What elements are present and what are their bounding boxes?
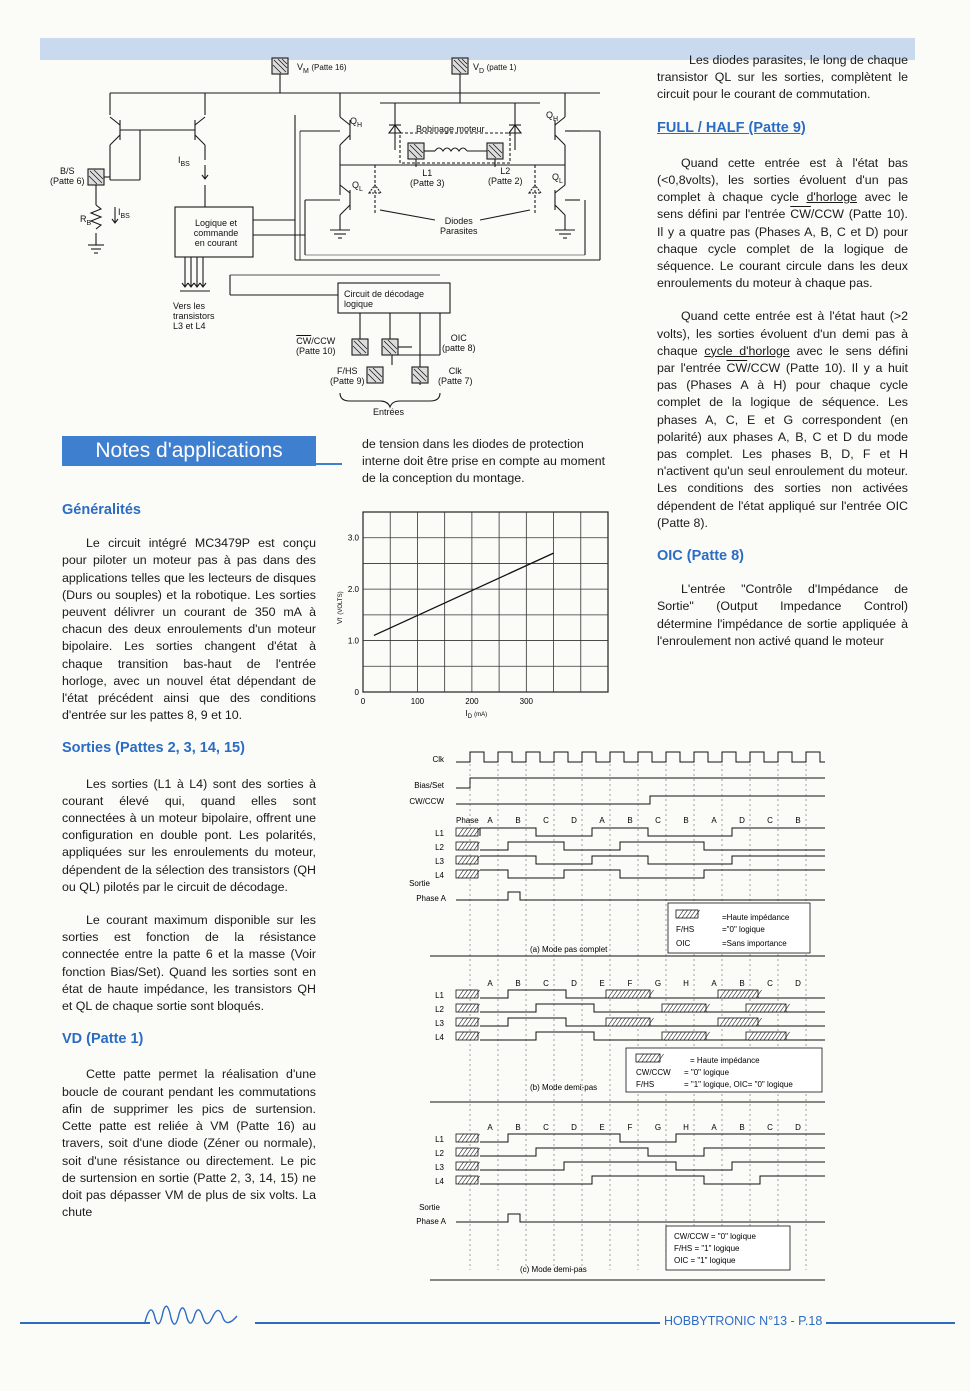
paragraph-sorties-1: Les sorties (L1 à L4) sont des sorties à courant élevé qui, quand elles sont connectées à un moteur bipolaire, offrent une configuration en double pont. Les polarités, appliquées sur les enroulements du moteur, dépendent de la sélection des transistors (QH ou QL) pilotés par le circuit de décodage. [62,776,316,894]
x-axis-label: $I_D$ $^{(mA)}$ [465,709,488,718]
section-title: Notes d'applications [62,436,316,466]
phase-a-label-a: Phase A [416,894,446,903]
output-waveform-a [480,842,825,850]
clk-label: Clk (Patte 7) [438,366,473,386]
half-phase-label-c: G [654,1123,662,1132]
l-label-a: L4 [435,871,444,880]
l-label-b: L4 [435,1033,444,1042]
half-phase-label-c: D [795,1123,801,1132]
vm-label: $V_M$ (Patte 16) [297,62,347,75]
full-phase-label: B [683,816,689,825]
diodes-label: Diodes Parasites [440,216,478,236]
output-waveform-a [480,870,825,878]
half-phase-label-b: G [654,979,662,988]
l1-label: L1 (Patte 3) [410,168,445,188]
half-phase-label-b: B [515,979,521,988]
half-phase-label-b: E [599,979,605,988]
phase-a-waveform-a [456,892,825,900]
ql-right-label: $Q_L$ [552,172,563,185]
legend-a-entry: ="0" logique [722,925,765,934]
l-label-b: L1 [435,991,444,1000]
output-waveform-c [480,1148,825,1156]
l-label-a: L3 [435,857,444,866]
x-axis-label-unit: (mA) [474,712,488,718]
half-phase-label-c: A [487,1123,493,1132]
clock-waveform [456,752,825,762]
half-phase-label-c: E [599,1123,605,1132]
full-phase-label: B [627,816,633,825]
full-phase-label: B [795,816,801,825]
half-phase-label-b: C [543,979,549,988]
y-axis-label-sub: f [338,617,344,620]
full-phase-label: A [487,816,493,825]
paragraph-sorties-2: Le courant maximum disponible sur les sorties est fonction de la résistance connectée entre la patte 6 et la masse (Voir fonction Bias/Set). Quand les sorties sont en état de haute impédance, les transistors QH et QL de chaque sortie sont bloqués. [62,913,316,1014]
half-phase-label-c: H [683,1123,689,1132]
bias-label: B/S (Patte 6) [50,166,85,186]
ibs2-label: $I_{BS}$ [118,207,130,220]
bobinage-label: Bobinage moteur [416,124,485,134]
ql-left-label: $Q_L$ [352,180,363,193]
legend-a-key: OIC [676,939,691,948]
half-phase-label-b: H [683,979,689,988]
half-phase-label-b: F [627,979,633,988]
legend-b-key: F/HS [636,1080,655,1089]
timing-diagrams [400,750,830,1285]
y-axis-label-unit: (VOLTS) [338,591,344,615]
paragraph-full-1: Quand cette entrée est à l'état bas (<0,8volts), les sorties évoluent d'un pas complet à chaque cycle d'horloge avec le sens défini par l'entrée $\overline{CW}$/CCW (Patte 10). Il y a quatre pas (Phases A, B, C et D) pour chaque cycle complet de la logique de séquence. Le courant circule dans les deux enroulements du moteur à chaque pas. [657,155,908,291]
output-waveform-a [480,856,825,864]
full-phase-label: D [571,816,577,825]
half-phase-label-c: B [739,1123,745,1132]
column-3 [657,52,908,666]
hatch-b-right [718,1018,758,1026]
rb-label: $R_B$ [80,214,92,227]
full-phase-label: A [711,816,717,825]
full-phase-label: C [543,816,549,825]
output-waveform-c [480,1176,825,1184]
oic-label: OIC (patte 8) [442,333,476,353]
output-waveform-c [480,1134,825,1142]
vd-label: $V_D$ (patte 1) [473,62,517,75]
half-phase-label-b: B [739,979,745,988]
output-waveform-c [480,1162,825,1170]
x-tick-label: 300 [519,697,534,706]
l-label-c: L2 [435,1149,444,1158]
hatch-b-right [746,1004,786,1012]
logique-label: Logique et commande en courant [193,218,239,248]
legend-b-hatch [636,1054,660,1062]
paragraph-oic: L'entrée "Contrôle d'Impédance de Sortie" (Output Impedance Control) détermine l'impédance de sortie appliquée à l'enroulement non activé quand le moteur [657,582,908,648]
heading-full-half: FULL / HALF (Patte 9) [657,119,806,136]
heading-generalites: Généralités [62,502,141,518]
bias-set-label: Bias/Set [414,781,444,790]
fhs-label: F/HS (Patte 9) [330,366,365,386]
full-phase-label: C [655,816,661,825]
bias-set-waveform [456,778,825,788]
half-phase-label-c: C [543,1123,549,1132]
vers-label: Vers les transistors L3 et L4 [173,301,215,331]
section-title-underline [62,463,342,465]
half-phase-label-b: A [487,979,493,988]
mode-c-caption: (c) Mode demi-pas [520,1265,587,1274]
legend-a-entry: =Haute impédance [722,913,790,922]
y-axis-label: Vf(VOLTS) [337,591,344,624]
half-phase-label-b: C [767,979,773,988]
y-tick-label: 2.0 [347,585,359,595]
legend-a-key: F/HS [676,925,695,934]
qh-right-label: $Q_H$ [546,110,559,123]
legend-b-entry: = "0" logique [684,1068,730,1077]
hatch-b-right [746,1032,786,1040]
y-tick-label: 1.0 [347,636,359,646]
y-tick-label: 0 [354,688,359,697]
paragraph-diodes: Les diodes parasites, le long de chaque transistor QL sur les sorties, complètent le circuit pour le courant de commutation. [657,53,908,102]
cwccw-label: $\overline{CW}$/CCW (Patte 10) [296,336,336,356]
footer-page-label: HOBBYTRONIC N°13 - P.18 [660,1314,826,1328]
column-2 [362,436,610,504]
phase-a-label-c: Phase A [416,1217,446,1226]
x-tick-label: 200 [465,697,479,706]
full-phase-label: C [767,816,773,825]
phase-word-label: Phase [456,816,479,825]
l-label-c: L4 [435,1177,444,1186]
half-phase-label-c: B [515,1123,521,1132]
l-label-c: L3 [435,1163,444,1172]
legend-a-entry: =Sans importance [722,939,787,948]
legend-b-key: CW/CCW [636,1068,671,1077]
l2-label: L2 (Patte 2) [488,166,523,186]
footer-rule-right [255,1322,955,1324]
full-phase-label: A [599,816,605,825]
handwriting-flourish [140,1300,260,1330]
y-tick-label: 3.0 [347,533,359,543]
vf-id-chart [328,508,628,718]
x-tick-label: 100 [410,697,425,706]
paragraph-vd: Cette patte permet la réalisation d'une boucle de courant pendant les commutations afin de supprimer les pics de surtension. Cette patte est reliée à VM (Patte 16) au travers, soit d'une diode (Zéner ou normale), soit d'une résistance ou directement. Le pic de surtension en sortie (Patte 2, 3, 14, 15) ne doit pas dépasser VM de plus de six volts. La chute [62,1067,316,1220]
l-label-a: L2 [435,843,444,852]
legend-b-entry: = Haute impédance [690,1056,760,1065]
legend-c-entry: F/HS = "1" logique [674,1244,740,1253]
half-phase-label-b: D [571,979,577,988]
paragraph-continuation: de tension dans les diodes de protection interne doit être prise en compte au moment de la conception du montage. [362,437,606,486]
l-label-c: L1 [435,1135,444,1144]
paragraph-full-2: Quand cette entrée est à l'état haut (>2 volts), les sorties évoluent d'un demi pas à chaque cycle d'horloge avec le sens défini par l'entrée $\overline{CW}$/CCW (Patte 10). Il y a huit pas (Phases A à H) pour chaque cycle complet de la logique de séquence. Les phases A, C, E et G correspondent (en polarité) aux phases A, B, C et D du mode pas complet. Les phases B, D, F et H n'activent qu'un seul enroulement du moteur. Les conditions des sorties non activées dépendent de l'état appliqué sur l'entrée OIC (Patte 8). [657,309,909,530]
mode-b-caption: (b) Mode demi-pas [530,1083,598,1092]
sortie-label-a: Sortie [409,879,430,888]
heading-sorties: Sorties (Pattes 2, 3, 14, 15) [62,740,245,757]
l-label-a: L1 [435,829,444,838]
phase-a-waveform-c [456,1214,825,1222]
half-phase-label-c: F [627,1123,633,1132]
cwccw-timing-label: CW/CCW [409,797,444,806]
decodage-label: Circuit de décodage logique [344,289,425,309]
mode-a-caption: (a) Mode pas complet [530,945,608,954]
legend-b-entry: = "1" logique, OIC= "0" logique [684,1080,793,1089]
half-phase-label-c: D [571,1123,577,1132]
legend-c-entry: CW/CCW = "0" logique [674,1232,756,1241]
column-1 [62,502,316,1237]
entrees-label: Entrées [373,407,405,417]
footer-rule-left [20,1322,150,1324]
paragraph-generalites: Le circuit intégré MC3479P est conçu pour piloter un moteur pas à pas dans des applications telles que les lecteurs de disques (Durs ou souples) et la robotique. Les sorties peuvent délivrer un courant de 350 mA à chacun des deux enroulements d'un moteur bipolaire. Les sorties changent d'état à chaque transition bas-haut de l'entrée horloge, avec un nouvel état dépendant de l'état précédent ainsi que des conditions d'entrée sur les pattes 8, 9 et 10. [62,536,316,723]
heading-oic: OIC (Patte 8) [657,548,745,565]
half-phase-label-b: D [795,979,801,988]
full-phase-label: D [739,816,745,825]
l-label-b: L2 [435,1005,444,1014]
x-axis-label-sub: D [467,714,473,718]
hatch-b-right [718,990,758,998]
chart-frame [363,512,608,692]
output-waveform-a [480,828,825,836]
x-tick-label: 0 [360,697,366,706]
cwccw-waveform [456,796,825,804]
qh-left-label: $Q_H$ [350,116,363,129]
ibs1-label: $I_{BS}$ [178,155,190,168]
clk-label: Clk [432,755,444,764]
heading-vd: VD (Patte 1) [62,1031,144,1048]
half-phase-label-c: A [711,1123,717,1132]
sortie-label-c: Sortie [419,1203,440,1212]
half-phase-label-c: C [767,1123,773,1132]
full-phase-label: B [515,816,521,825]
legend-c-entry: OIC = "1" logique [674,1256,736,1265]
l-label-b: L3 [435,1019,444,1028]
half-phase-label-b: A [711,979,717,988]
